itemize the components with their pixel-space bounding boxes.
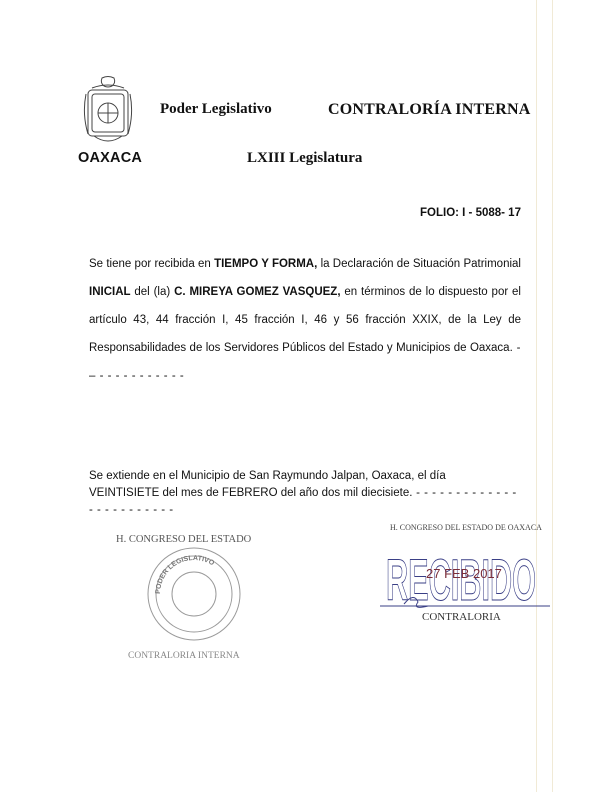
seal-ring-path-text: PODER LEGISLATIVO bbox=[154, 554, 216, 595]
dash-fill: - - - - - - - - - - - bbox=[89, 504, 174, 516]
seal-bottom-text: CONTRALORIA INTERNA bbox=[128, 651, 240, 661]
coat-of-arms-icon bbox=[82, 74, 134, 152]
contraloria-seal bbox=[114, 528, 274, 668]
closing-paragraph bbox=[89, 468, 521, 519]
margin-line bbox=[552, 0, 553, 792]
dash-fill: - - - - - - - - - - - - - bbox=[412, 487, 517, 499]
body-bold-part: INICIAL bbox=[89, 286, 131, 298]
folio-number: FOLIO: I - 5088- 17 bbox=[420, 207, 521, 219]
dash-fill: - – - - - - - - - - - - - bbox=[89, 342, 521, 382]
margin-line bbox=[536, 0, 537, 792]
closing-line: Se extiende en el Municipio de San Raymundo Jalpan, Oaxaca, el día bbox=[89, 470, 446, 482]
received-stamp bbox=[380, 520, 550, 630]
seal-ring-text bbox=[155, 555, 216, 594]
declaration-paragraph bbox=[89, 250, 521, 390]
stamp-bottom-text: CONTRALORIA bbox=[422, 611, 501, 623]
body-text-part: la Declaración de Situación Patrimonial bbox=[317, 258, 521, 270]
header-subtitle: LXIII Legislatura bbox=[247, 150, 363, 166]
body-bold-part: C. MIREYA GOMEZ VASQUEZ, bbox=[174, 286, 341, 298]
stamp-big-text: RECIBIDO bbox=[386, 548, 536, 613]
seal-top-text: H. CONGRESO DEL ESTADO bbox=[116, 534, 252, 545]
body-text-part: en términos de lo dispuesto por el artículo 43, 44 fracción I, 45 fracción I, 46 y 56 fracción XXIX, de la Ley de Responsabilidades de los Servidores Públicos del Estado y Municipios de Oaxaca. bbox=[89, 286, 521, 354]
stamp-top-text: H. CONGRESO DEL ESTADO DE OAXACA bbox=[390, 523, 542, 532]
body-text-part: del (la) bbox=[130, 286, 175, 298]
closing-line-text: VEINTISIETE del mes de FEBRERO del año dos mil diecisiete. bbox=[89, 487, 413, 499]
body-text-part: Se tiene por recibida en bbox=[89, 258, 215, 270]
body-bold-part: TIEMPO Y FORMA, bbox=[214, 258, 318, 270]
stamp-date: 27 FEB 2017 bbox=[426, 566, 502, 581]
header-left-title: Poder Legislativo bbox=[160, 101, 272, 117]
header-right-title: CONTRALORÍA INTERNA bbox=[328, 101, 531, 118]
state-name: OAXACA bbox=[78, 150, 143, 166]
closing-line-2 bbox=[89, 485, 521, 502]
